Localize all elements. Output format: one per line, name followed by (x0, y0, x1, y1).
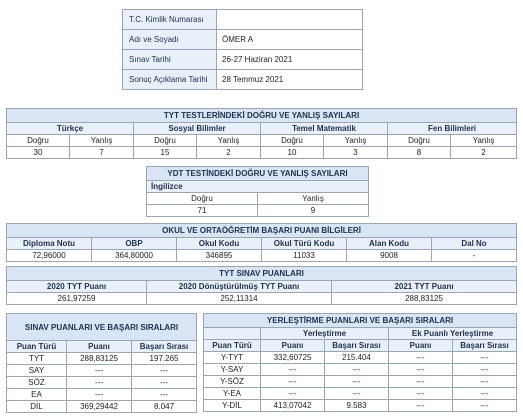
basari-sirasi: --- (325, 364, 389, 376)
alan-kodu-header: Alan Kodu (347, 238, 432, 250)
tyt-scores-title: TYT SINAV PUANLARI (7, 267, 517, 281)
yerlestirme-group: Yerleştirme (261, 328, 389, 340)
dal-no-value: - (432, 250, 517, 262)
table-row (7, 377, 197, 389)
puan-turu: Y-SAY (204, 364, 261, 376)
exam-date-label: Sınav Tarihi (123, 50, 217, 70)
tc-label: T.C. Kimlik Numarası (123, 10, 217, 30)
placement-scores-table (203, 313, 517, 412)
basari-sirasi-header: Başarı Sırası (132, 341, 197, 353)
subject-fen: Fen Bilimleri (388, 123, 517, 135)
dal-no-header: Dal No (432, 238, 517, 250)
identity-row-tc (123, 10, 363, 30)
ydt-title: YDT TESTİNDEKİ DOĞRU VE YANLIŞ SAYILARI (147, 167, 369, 181)
exam-scores-table (6, 313, 197, 413)
puan: 413,07042 (261, 400, 325, 412)
identity-table (122, 9, 363, 90)
dogru-header: Doğru (134, 135, 197, 147)
puan-turu: Y-TYT (204, 352, 261, 364)
ek-basari-sirasi: --- (453, 376, 517, 388)
matematik-dogru: 10 (261, 147, 324, 159)
ek-basari-header: Başarı Sırası (453, 340, 517, 352)
table-row (7, 401, 197, 413)
puan-turu: Y-SÖZ (204, 376, 261, 388)
tyt-counts-table (6, 108, 517, 159)
tyt-counts-title: TYT TESTLERİNDEKİ DOĞRU VE YANLIŞ SAYILARI (7, 109, 517, 123)
puan: --- (261, 376, 325, 388)
name-value: ÖMER A (217, 30, 363, 50)
obp-header: OBP (92, 238, 177, 250)
basari-sirasi: --- (132, 389, 197, 401)
ydt-counts-table (146, 166, 369, 217)
okul-kodu-value: 346895 (177, 250, 262, 262)
dogru-header: Doğru (7, 135, 70, 147)
identity-row-exam-date (123, 50, 363, 70)
identity-row-name (123, 30, 363, 50)
tyt-2020-converted-header: 2020 Dönüştürülmüş TYT Puanı (147, 281, 332, 293)
table-row (204, 388, 517, 400)
puan: 288,83125 (67, 353, 132, 365)
result-date-label: Sonuç Açıklama Tarihi (123, 70, 217, 90)
sosyal-dogru: 15 (134, 147, 197, 159)
placement-blank (204, 328, 261, 340)
table-row (204, 376, 517, 388)
yanlis-header: Yanlış (70, 135, 134, 147)
dogru-header: Doğru (261, 135, 324, 147)
table-row (7, 353, 197, 365)
puan-turu: SÖZ (7, 377, 67, 389)
puan-turu: SAY (7, 365, 67, 377)
tyt-2021-value: 288,83125 (332, 293, 517, 305)
matematik-yanlis: 3 (324, 147, 388, 159)
exam-date-value: 26-27 Haziran 2021 (217, 50, 363, 70)
tyt-2021-header: 2021 TYT Puanı (332, 281, 517, 293)
ek-basari-sirasi: --- (453, 352, 517, 364)
basari-sirasi: 8.047 (132, 401, 197, 413)
okul-turu-value: 11033 (262, 250, 347, 262)
puan-turu: EA (7, 389, 67, 401)
tyt-2020-converted-value: 252,11314 (147, 293, 332, 305)
ek-puan: --- (389, 364, 453, 376)
diploma-header: Diploma Notu (7, 238, 92, 250)
ydt-dogru-header: Doğru (147, 193, 258, 205)
subject-sosyal: Sosyal Bilimler (134, 123, 261, 135)
obp-value: 364,80000 (92, 250, 177, 262)
puani-header: Puanı (67, 341, 132, 353)
exam-scores-title: SINAV PUANLARI VE BAŞARI SIRALARI (7, 314, 197, 341)
ydt-yanlis-header: Yanlış (258, 193, 369, 205)
ek-puanli-group: Ek Puanlı Yerleştirme (389, 328, 517, 340)
ek-puan: --- (389, 376, 453, 388)
tyt-2020-value: 261,97259 (7, 293, 147, 305)
yanlis-header: Yanlış (324, 135, 388, 147)
alan-kodu-value: 9008 (347, 250, 432, 262)
basari-sirasi: --- (325, 376, 389, 388)
ek-basari-sirasi: --- (453, 400, 517, 412)
table-row (204, 364, 517, 376)
puan: --- (261, 364, 325, 376)
turkce-dogru: 30 (7, 147, 70, 159)
puan: --- (67, 377, 132, 389)
obp-title: OKUL VE ORTAÖĞRETİM BAŞARI PUANI BİLGİLERİ (7, 224, 517, 238)
result-date-value: 28 Temmuz 2021 (217, 70, 363, 90)
ek-puan: --- (389, 400, 453, 412)
basari-sirasi: --- (132, 377, 197, 389)
tc-value (217, 10, 363, 30)
puan-turu-header: Puan Türü (7, 341, 67, 353)
puan-turu: TYT (7, 353, 67, 365)
diploma-value: 72,96000 (7, 250, 92, 262)
ydt-dogru-value: 71 (147, 205, 258, 217)
table-row (7, 389, 197, 401)
table-row (204, 352, 517, 364)
y-basari-header: Başarı Sırası (325, 340, 389, 352)
basari-sirasi: 215.404 (325, 352, 389, 364)
sosyal-yanlis: 2 (197, 147, 261, 159)
y-puan-turu-header: Puan Türü (204, 340, 261, 352)
basari-sirasi: 9.583 (325, 400, 389, 412)
ek-puan: --- (389, 388, 453, 400)
yanlis-header: Yanlış (451, 135, 517, 147)
dogru-header: Doğru (388, 135, 451, 147)
ek-basari-sirasi: --- (453, 388, 517, 400)
ek-puani-header: Puanı (389, 340, 453, 352)
table-row (7, 365, 197, 377)
puan: --- (67, 365, 132, 377)
turkce-yanlis: 7 (70, 147, 134, 159)
fen-dogru: 8 (388, 147, 451, 159)
puan-turu: Y-EA (204, 388, 261, 400)
y-puani-header: Puanı (261, 340, 325, 352)
tyt-scores-table (6, 266, 517, 305)
puan-turu: DİL (7, 401, 67, 413)
placement-title: YERLEŞTİRME PUANLARI VE BAŞARI SIRALARI (204, 314, 517, 328)
ydt-yanlis-value: 9 (258, 205, 369, 217)
fen-yanlis: 2 (451, 147, 517, 159)
ek-basari-sirasi: --- (453, 364, 517, 376)
tyt-2020-header: 2020 TYT Puanı (7, 281, 147, 293)
subject-turkce: Türkçe (7, 123, 134, 135)
basari-sirasi: 197.265 (132, 353, 197, 365)
table-row (204, 400, 517, 412)
subject-matematik: Temel Matematik (261, 123, 388, 135)
name-label: Adı ve Soyadı (123, 30, 217, 50)
okul-kodu-header: Okul Kodu (177, 238, 262, 250)
ek-puan: --- (389, 352, 453, 364)
puan-turu: Y-DİL (204, 400, 261, 412)
ydt-subject: İngilizce (147, 181, 369, 193)
okul-turu-header: Okul Türü Kodu (262, 238, 347, 250)
yanlis-header: Yanlış (197, 135, 261, 147)
basari-sirasi: --- (132, 365, 197, 377)
puan: --- (261, 388, 325, 400)
puan: --- (67, 389, 132, 401)
identity-row-result-date (123, 70, 363, 90)
basari-sirasi: --- (325, 388, 389, 400)
obp-table (6, 223, 517, 262)
puan: 332,60725 (261, 352, 325, 364)
puan: 369,29442 (67, 401, 132, 413)
